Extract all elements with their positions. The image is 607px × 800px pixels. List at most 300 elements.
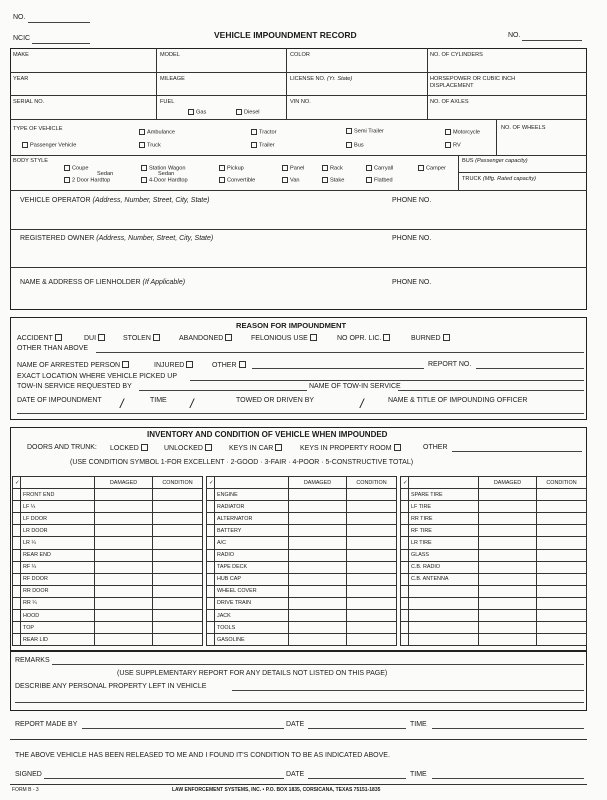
item-label: RR TIRE	[409, 513, 479, 525]
damaged-cell[interactable]	[289, 634, 347, 646]
table-row	[207, 549, 397, 561]
horsepower-label: HORSEPOWER OR CUBIC INCH DISPLACEMENT	[430, 76, 516, 89]
wheels-label: NO. OF WHEELS	[501, 125, 546, 131]
reason-stolen[interactable]: STOLEN	[123, 334, 163, 342]
tow-name-label: NAME OF TOW-IN SERVICE	[309, 383, 401, 390]
check-cell[interactable]	[207, 501, 215, 513]
damaged-cell[interactable]	[479, 513, 537, 525]
damaged-cell[interactable]	[289, 573, 347, 585]
damaged-cell[interactable]	[95, 537, 153, 549]
damaged-header: DAMAGED	[95, 477, 153, 489]
table-row	[207, 622, 397, 634]
date-slash-2: /	[190, 396, 194, 411]
damaged-cell[interactable]	[289, 549, 347, 561]
publisher-info: LAW ENFORCEMENT SYSTEMS, INC. • P.O. BOX 1835, CORSICANA, TEXAS 75151-1835	[172, 787, 381, 793]
check-cell[interactable]	[401, 597, 409, 609]
operator-label: VEHICLE OPERATOR (Address, Number, Street, City, State)	[20, 197, 210, 204]
condition-cell[interactable]	[153, 549, 203, 561]
no-line[interactable]	[28, 22, 90, 23]
page-title: VEHICLE IMPOUNDMENT RECORD	[214, 30, 357, 40]
item-label: LF TIRE	[409, 501, 479, 513]
damaged-cell[interactable]	[479, 489, 537, 501]
condition-cell[interactable]	[153, 573, 203, 585]
bottom-divider	[10, 784, 587, 785]
check-cell[interactable]	[207, 573, 215, 585]
other-than-above-line[interactable]	[96, 352, 584, 353]
condition-cell[interactable]	[537, 573, 587, 585]
table-row	[13, 501, 203, 513]
damaged-cell[interactable]	[95, 525, 153, 537]
date-impound-label: DATE OF IMPOUNDMENT	[17, 397, 102, 404]
check-header: ✓	[207, 477, 215, 489]
report-no-label: REPORT NO.	[428, 361, 472, 368]
body-4-door-hardtop[interactable]: 4-Door Hardtop	[139, 177, 188, 183]
ncic-label: NCIC	[13, 35, 31, 42]
check-header: ✓	[401, 477, 409, 489]
check-cell[interactable]	[401, 549, 409, 561]
check-cell[interactable]	[13, 537, 21, 549]
supplementary-note: (USE SUPPLEMENTARY REPORT FOR ANY DETAILS NOT LISTED ON THIS PAGE)	[117, 670, 388, 677]
damaged-cell[interactable]	[289, 622, 347, 634]
damaged-cell[interactable]	[289, 561, 347, 573]
check-cell[interactable]	[401, 573, 409, 585]
item-label: FRONT END	[21, 489, 95, 501]
damaged-cell[interactable]	[479, 634, 537, 646]
remarks-label: REMARKS	[15, 657, 50, 664]
item-label	[409, 634, 479, 646]
damaged-cell[interactable]	[479, 622, 537, 634]
check-cell[interactable]	[401, 537, 409, 549]
report-date-label: DATE	[286, 721, 305, 728]
damaged-cell[interactable]	[479, 597, 537, 609]
color-label: COLOR	[290, 52, 310, 58]
condition-header: CONDITION	[537, 477, 587, 489]
form-number: FORM B - 3	[12, 787, 39, 793]
condition-cell[interactable]	[153, 525, 203, 537]
table-row	[13, 622, 203, 634]
reason-accident[interactable]: ACCIDENT	[17, 334, 65, 342]
body-panel[interactable]: Panel	[280, 165, 304, 171]
table-row	[401, 573, 587, 585]
signed-label: SIGNED	[15, 771, 42, 778]
damaged-cell[interactable]	[95, 501, 153, 513]
item-label: RR ¼	[21, 597, 95, 609]
damaged-cell[interactable]	[95, 634, 153, 646]
table-row	[13, 549, 203, 561]
type-semi-trailer[interactable]: Semi Trailer	[344, 128, 384, 134]
condition-cell[interactable]	[537, 501, 587, 513]
type-passenger[interactable]: Passenger Vehicle	[20, 142, 76, 148]
condition-cell[interactable]	[537, 489, 587, 501]
condition-cell[interactable]	[537, 561, 587, 573]
body-flatbed[interactable]: Flatbed	[364, 177, 393, 183]
item-label: C.B. ANTENNA	[409, 573, 479, 585]
check-cell[interactable]	[401, 501, 409, 513]
condition-cell[interactable]	[153, 561, 203, 573]
item-label: RF ¼	[21, 561, 95, 573]
inventory-table-1	[12, 476, 203, 646]
report-no-line[interactable]	[476, 368, 584, 369]
check-cell[interactable]	[207, 610, 215, 622]
damaged-cell[interactable]	[289, 525, 347, 537]
ncic-line[interactable]	[32, 43, 90, 44]
check-cell[interactable]	[13, 634, 21, 646]
reason-felonious-use[interactable]: FELONIOUS USE	[251, 334, 320, 342]
damaged-cell[interactable]	[95, 610, 153, 622]
mileage-label: MILEAGE	[160, 76, 185, 82]
check-cell[interactable]	[401, 622, 409, 634]
damaged-cell[interactable]	[95, 585, 153, 597]
model-label: MODEL	[160, 52, 180, 58]
personal-property-line[interactable]	[232, 690, 584, 691]
check-cell[interactable]	[207, 585, 215, 597]
type-ambulance[interactable]: Ambulance	[137, 129, 175, 135]
damaged-cell[interactable]	[479, 525, 537, 537]
item-label: LR ¼	[21, 537, 95, 549]
fuel-diesel-option[interactable]: Diesel	[234, 109, 260, 115]
footer-divider	[10, 739, 587, 740]
body-style-label: BODY STYLE	[13, 158, 49, 164]
table-row	[401, 525, 587, 537]
location-line[interactable]	[190, 380, 584, 381]
item-label: WHEEL COVER	[215, 585, 289, 597]
table-row	[13, 634, 203, 646]
type-bus[interactable]: Bus	[344, 142, 364, 148]
signed-time-label: TIME	[410, 771, 427, 778]
type-of-vehicle-label: TYPE OF VEHICLE	[13, 126, 63, 132]
damaged-cell[interactable]	[95, 622, 153, 634]
body-2-door-hardtop[interactable]: 2 Door Hardtop	[62, 177, 110, 183]
condition-cell[interactable]	[153, 622, 203, 634]
arrested-line[interactable]	[252, 368, 424, 369]
check-cell[interactable]	[13, 549, 21, 561]
condition-cell[interactable]	[347, 561, 397, 573]
item-label: A/C	[215, 537, 289, 549]
no-label: NO.	[13, 14, 26, 21]
condition-header: CONDITION	[347, 477, 397, 489]
table-row	[207, 597, 397, 609]
condition-cell[interactable]	[153, 634, 203, 646]
report-time-label: TIME	[410, 721, 427, 728]
damaged-cell[interactable]	[479, 501, 537, 513]
damaged-cell[interactable]	[289, 489, 347, 501]
time-label: TIME	[150, 397, 167, 404]
item-label: RF TIRE	[409, 525, 479, 537]
check-cell[interactable]	[13, 610, 21, 622]
personal-property-label: DESCRIBE ANY PERSONAL PROPERTY LEFT IN VEHICLE	[15, 683, 207, 690]
damaged-cell[interactable]	[479, 561, 537, 573]
signed-time-line[interactable]	[432, 778, 584, 779]
table-row	[207, 525, 397, 537]
condition-cell[interactable]	[347, 489, 397, 501]
table-row	[207, 610, 397, 622]
item-label: REAR END	[21, 549, 95, 561]
tow-service-line[interactable]	[139, 390, 307, 391]
injured-option[interactable]: INJURED	[154, 361, 196, 369]
item-label: REAR LID	[21, 634, 95, 646]
damaged-cell[interactable]	[289, 585, 347, 597]
condition-cell[interactable]	[537, 610, 587, 622]
check-cell[interactable]	[207, 513, 215, 525]
inventory-table-3	[400, 476, 587, 646]
body-stake[interactable]: Stake	[320, 177, 344, 183]
doors-trunk-label: DOORS AND TRUNK:	[27, 444, 97, 451]
damaged-cell[interactable]	[289, 501, 347, 513]
body-van[interactable]: Van	[280, 177, 300, 183]
condition-cell[interactable]	[153, 501, 203, 513]
keys-property-room-option[interactable]: KEYS IN PROPERTY ROOM	[300, 444, 404, 452]
condition-cell[interactable]	[153, 537, 203, 549]
reason-burned[interactable]: BURNED	[411, 334, 453, 342]
check-cell[interactable]	[13, 573, 21, 585]
check-cell[interactable]	[207, 597, 215, 609]
damaged-cell[interactable]	[479, 610, 537, 622]
condition-cell[interactable]	[347, 525, 397, 537]
condition-cell[interactable]	[347, 513, 397, 525]
impound-details-line[interactable]	[17, 413, 584, 414]
check-cell[interactable]	[207, 622, 215, 634]
damaged-cell[interactable]	[95, 573, 153, 585]
keys-in-car-option[interactable]: KEYS IN CAR	[229, 444, 285, 452]
type-tractor[interactable]: Tractor	[249, 129, 277, 135]
damaged-cell[interactable]	[479, 537, 537, 549]
table-row	[401, 537, 587, 549]
table-row	[13, 573, 203, 585]
table-row	[13, 489, 203, 501]
check-header: ✓	[13, 477, 21, 489]
damaged-cell[interactable]	[479, 549, 537, 561]
condition-cell[interactable]	[537, 513, 587, 525]
make-label: MAKE	[13, 52, 29, 58]
check-cell[interactable]	[401, 610, 409, 622]
check-cell[interactable]	[13, 513, 21, 525]
body-pickup[interactable]: Pickup	[217, 165, 244, 171]
other2-option[interactable]: OTHER	[212, 361, 249, 369]
condition-cell[interactable]	[537, 597, 587, 609]
damaged-cell[interactable]	[289, 537, 347, 549]
condition-cell[interactable]	[347, 597, 397, 609]
item-label: GLASS	[409, 549, 479, 561]
item-label: TOP	[21, 622, 95, 634]
item-label: RADIO	[215, 549, 289, 561]
table-row	[13, 597, 203, 609]
body-rack[interactable]: Rack	[320, 165, 343, 171]
no-right-line[interactable]	[522, 40, 582, 41]
check-cell[interactable]	[207, 537, 215, 549]
reason-dui[interactable]: DUI	[84, 334, 108, 342]
damaged-header: DAMAGED	[289, 477, 347, 489]
check-cell[interactable]	[13, 561, 21, 573]
item-label	[409, 610, 479, 622]
check-cell[interactable]	[13, 489, 21, 501]
damaged-cell[interactable]	[479, 573, 537, 585]
table-row	[207, 585, 397, 597]
check-cell[interactable]	[401, 513, 409, 525]
officer-label: NAME & TITLE OF IMPOUNDING OFFICER	[388, 397, 528, 404]
table-row	[401, 549, 587, 561]
keys-other-label: OTHER	[423, 444, 448, 451]
lienholder-label: NAME & ADDRESS OF LIENHOLDER (If Applicable)	[20, 279, 186, 286]
type-rv[interactable]: RV	[443, 142, 461, 148]
reason-title: REASON FOR IMPOUNDMENT	[236, 321, 347, 330]
reason-no-opr-lic[interactable]: NO OPR. LIC.	[337, 334, 393, 342]
condition-cell[interactable]	[153, 597, 203, 609]
item-label: TAPE DECK	[215, 561, 289, 573]
check-cell[interactable]	[401, 585, 409, 597]
condition-cell[interactable]	[347, 622, 397, 634]
year-label: YEAR	[13, 76, 29, 82]
fuel-label: FUEL	[160, 99, 175, 105]
item-label: HOOD	[21, 610, 95, 622]
item-label: LR DOOR	[21, 525, 95, 537]
body-station-wagon[interactable]: Station Wagon	[139, 165, 186, 171]
item-label: SPARE TIRE	[409, 489, 479, 501]
license-label: LICENSE NO. (Yr. State)	[290, 76, 353, 82]
report-time-line[interactable]	[432, 728, 584, 729]
inventory-title: INVENTORY AND CONDITION OF VEHICLE WHEN IMPOUNDED	[147, 430, 388, 439]
report-made-by-line[interactable]	[82, 728, 284, 729]
damaged-cell[interactable]	[289, 597, 347, 609]
condition-cell[interactable]	[347, 537, 397, 549]
check-cell[interactable]	[13, 501, 21, 513]
axles-label: NO. OF AXLES	[430, 99, 469, 105]
body-camper[interactable]: Camper	[416, 165, 446, 171]
reason-abandoned[interactable]: ABANDONED	[179, 334, 235, 342]
vin-label: VIN NO.	[290, 99, 311, 105]
damaged-cell[interactable]	[95, 597, 153, 609]
type-trailer[interactable]: Trailer	[249, 142, 275, 148]
signed-date-line[interactable]	[308, 778, 406, 779]
item-label	[409, 622, 479, 634]
condition-cell[interactable]	[153, 513, 203, 525]
table-row	[13, 610, 203, 622]
damaged-cell[interactable]	[289, 513, 347, 525]
towed-by-label: TOWED OR DRIVEN BY	[236, 397, 315, 404]
other-than-above-label: OTHER THAN ABOVE	[17, 345, 89, 352]
check-cell[interactable]	[401, 561, 409, 573]
condition-cell[interactable]	[153, 489, 203, 501]
item-label: LR TIRE	[409, 537, 479, 549]
table-row	[207, 537, 397, 549]
condition-cell[interactable]	[347, 573, 397, 585]
serial-label: SERIAL NO.	[13, 99, 45, 105]
condition-cell[interactable]	[537, 537, 587, 549]
damaged-cell[interactable]	[95, 513, 153, 525]
tow-name-line[interactable]	[398, 390, 584, 391]
check-cell[interactable]	[13, 597, 21, 609]
damaged-cell[interactable]	[95, 489, 153, 501]
table-row	[401, 585, 587, 597]
table-row	[401, 561, 587, 573]
condition-cell[interactable]	[153, 585, 203, 597]
remarks-line[interactable]	[52, 664, 584, 665]
table-row	[401, 610, 587, 622]
condition-cell[interactable]	[537, 622, 587, 634]
table-row	[13, 585, 203, 597]
item-label: JACK	[215, 610, 289, 622]
table-row	[401, 622, 587, 634]
table-row	[13, 525, 203, 537]
signed-line[interactable]	[44, 778, 284, 779]
lienholder-phone-label: PHONE NO.	[392, 279, 432, 286]
condition-cell[interactable]	[153, 610, 203, 622]
damaged-header: DAMAGED	[479, 477, 537, 489]
check-cell[interactable]	[207, 561, 215, 573]
condition-header: CONDITION	[153, 477, 203, 489]
check-cell[interactable]	[13, 585, 21, 597]
item-label: LF ¼	[21, 501, 95, 513]
body-convertible[interactable]: Convertible	[217, 177, 255, 183]
cylinders-label: NO. OF CYLINDERS	[430, 52, 483, 58]
item-label: TOOLS	[215, 622, 289, 634]
door-unlocked-option[interactable]: UNLOCKED	[164, 444, 215, 452]
personal-property-line-2[interactable]	[15, 702, 584, 703]
item-label: HUB CAP	[215, 573, 289, 585]
condition-cell[interactable]	[537, 634, 587, 646]
damaged-cell[interactable]	[479, 585, 537, 597]
body-sedan-4-label: Sedan	[158, 171, 175, 177]
check-cell[interactable]	[207, 489, 215, 501]
condition-cell[interactable]	[537, 585, 587, 597]
inventory-table-2	[206, 476, 397, 646]
damaged-cell[interactable]	[289, 610, 347, 622]
table-row	[207, 501, 397, 513]
condition-cell[interactable]	[347, 610, 397, 622]
table-row	[207, 513, 397, 525]
condition-legend: (USE CONDITION SYMBOL 1-FOR EXCELLENT · 2-GOOD · 3-FAIR · 4-POOR · 5-CONSTRUCTIVE TOTAL)	[70, 459, 414, 466]
table-row	[207, 561, 397, 573]
check-cell[interactable]	[401, 634, 409, 646]
body-carryall[interactable]: Carryall	[364, 165, 393, 171]
type-motorcycle[interactable]: Motorcycle	[443, 129, 480, 135]
check-cell[interactable]	[207, 549, 215, 561]
condition-cell[interactable]	[347, 501, 397, 513]
table-row	[401, 597, 587, 609]
item-label: ENGINE	[215, 489, 289, 501]
item-label: BATTERY	[215, 525, 289, 537]
table-row	[207, 489, 397, 501]
truck-capacity-label: TRUCK (Mfg. Rated capacity)	[462, 176, 537, 182]
table-row	[13, 513, 203, 525]
check-cell[interactable]	[13, 525, 21, 537]
condition-cell[interactable]	[347, 634, 397, 646]
location-label: EXACT LOCATION WHERE VEHICLE PICKED UP	[17, 373, 177, 380]
report-made-by-label: REPORT MADE BY	[15, 721, 78, 728]
check-cell[interactable]	[207, 634, 215, 646]
condition-cell[interactable]	[537, 549, 587, 561]
door-locked-option[interactable]: LOCKED	[110, 444, 151, 452]
damaged-cell[interactable]	[95, 561, 153, 573]
table-row	[401, 501, 587, 513]
check-cell[interactable]	[13, 622, 21, 634]
table-row	[13, 561, 203, 573]
type-truck[interactable]: Truck	[137, 142, 161, 148]
condition-cell[interactable]	[347, 585, 397, 597]
report-date-line[interactable]	[308, 728, 406, 729]
item-label: RADIATOR	[215, 501, 289, 513]
check-cell[interactable]	[401, 525, 409, 537]
body-coupe[interactable]: Coupe	[62, 165, 88, 171]
check-cell[interactable]	[207, 525, 215, 537]
damaged-cell[interactable]	[95, 549, 153, 561]
fuel-gas-option[interactable]: Gas	[186, 109, 206, 115]
condition-cell[interactable]	[347, 549, 397, 561]
keys-other-line[interactable]	[452, 451, 582, 452]
item-label: RR DOOR	[21, 585, 95, 597]
condition-cell[interactable]	[537, 525, 587, 537]
check-cell[interactable]	[401, 489, 409, 501]
item-label: LF DOOR	[21, 513, 95, 525]
